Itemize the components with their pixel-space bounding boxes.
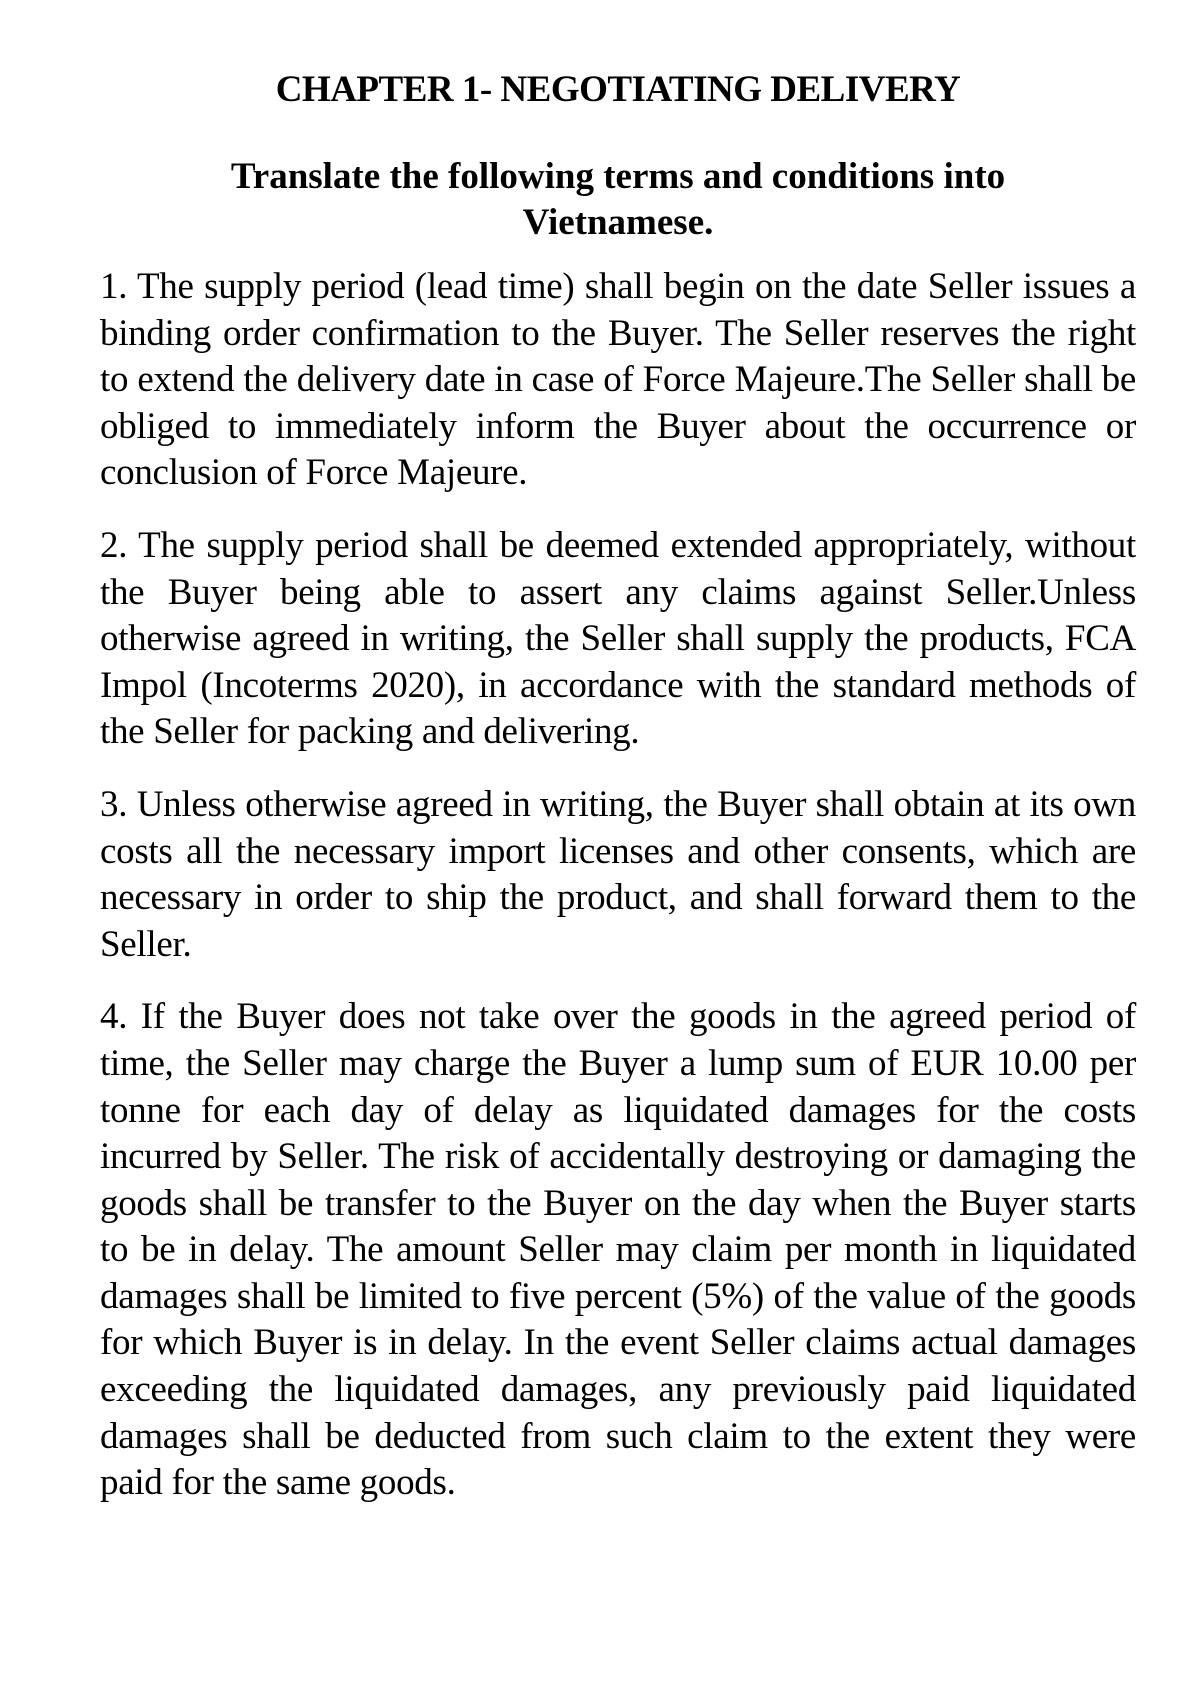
clause-paragraph-4: 4. If the Buyer does not take over the goods in the agreed period of time, the Seller may charge the Buyer a lump sum of EUR 10.00 per tonne for each day of delay as liquidated damages for the costs incurred by Seller. The risk of accidentally destroying or damaging the goods shall be transfer to the Buyer on the day when the Buyer starts to be in delay. The amount Seller may claim per month in liquidated damages shall be limited to five percent (5%) of the value of the goods for which Buyer is in delay. In the event Seller claims actual damages exceeding the liquidated damages, any previously paid liquidated damages shall be deducted from such claim to the extent they were paid for the same goods. [100, 996, 1136, 1504]
clause-paragraph-3: 3. Unless otherwise agreed in writing, the Buyer shall obtain at its own costs all the necessary import licenses and other consents, which are necessary in order to ship the product, and shall forward them to the Seller. [100, 783, 1136, 965]
clause-paragraph-2: 2. The supply period shall be deemed extended appropriately, without the Buyer being able to assert any claims against Seller.Unless otherwise agreed in writing, the Seller shall supply the products, FCA Impol (Incoterms 2020), in accordance with the standard methods of the Seller for packing and delivering. [100, 524, 1136, 753]
document-page [100, 68, 1136, 1533]
chapter-title: CHAPTER 1- NEGOTIATING DELIVERY [275, 69, 961, 110]
instruction-heading: Translate the following terms and conditions into Vietnamese. [230, 156, 1006, 243]
clause-paragraph-1: 1. The supply period (lead time) shall begin on the date Seller issues a binding order confirmation to the Buyer. The Seller reserves the right to extend the delivery date in case of Force Majeure.The Seller shall be obliged to immediately inform the Buyer about the occurrence or conclusion of Force Majeure. [100, 266, 1136, 494]
